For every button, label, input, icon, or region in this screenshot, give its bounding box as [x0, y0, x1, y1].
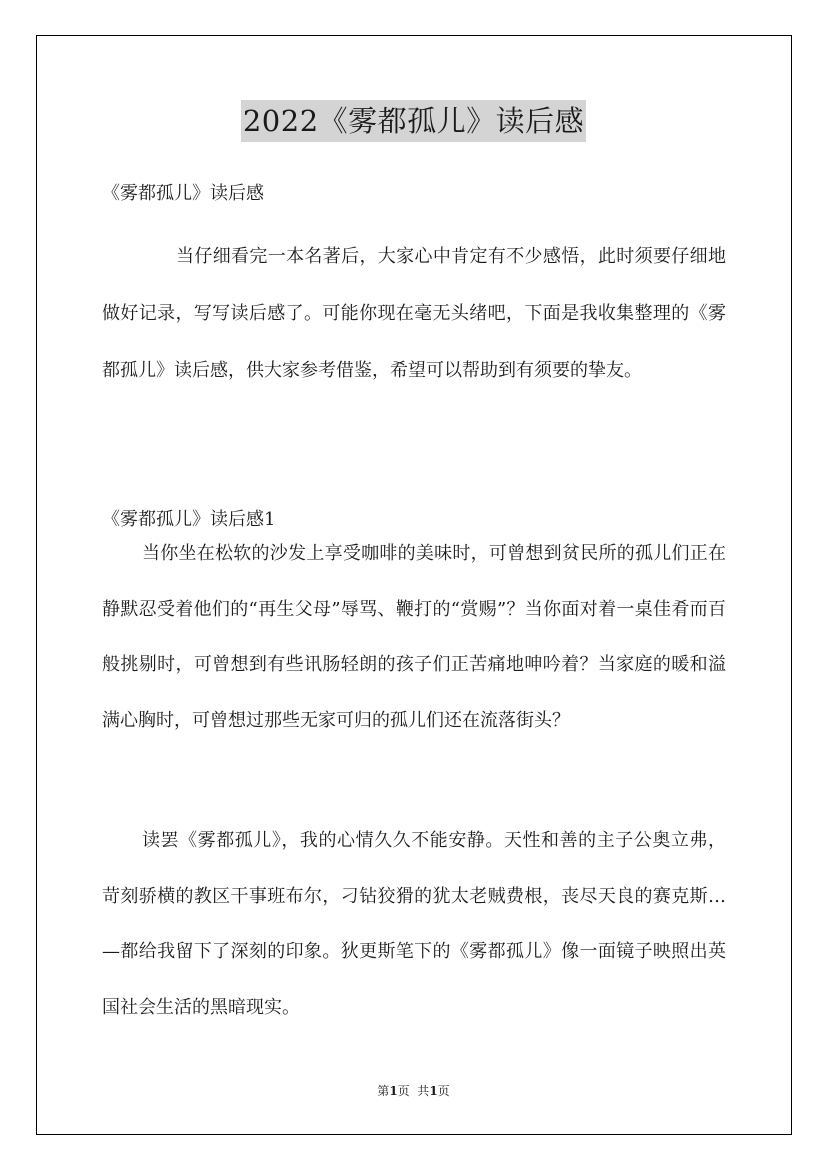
- body-paragraph-2: 读罢《雾都孤儿》，我的心情久久不能安静。天性和善的主子公奥立弗，苛刻骄横的教区干事班布尔，刁钻狡猾的犹太老贼费根，丧尽天良的赛克斯…—都给我留下了深刻的印象。狄更斯笔下的《雾都孤儿》像一面镜子映照出英国社会生活的黑暗现实。: [102, 830, 726, 1018]
- document-subtitle: 《雾都孤儿》读后感: [102, 183, 264, 204]
- document-title: 2022《雾都孤儿》读后感: [241, 100, 586, 142]
- footer-current-page: 1: [389, 1084, 398, 1098]
- intro-paragraph: 当仔细看完一本名著后，大家心中肯定有不少感悟，此时须要仔细地做好记录，写写读后感了。可能你现在毫无头绪吧，下面是我收集整理的《雾都孤儿》读后感，供大家参考借鉴，希望可以帮助到有须要的挚友。: [102, 246, 726, 381]
- footer-total-pages: 1: [429, 1084, 438, 1098]
- footer-middle: 页 共: [397, 1084, 430, 1098]
- section-heading: 《雾都孤儿》读后感1: [102, 509, 276, 530]
- footer-suffix: 页: [437, 1084, 450, 1098]
- footer-prefix: 第: [377, 1084, 390, 1098]
- title-wrapper: [0, 100, 827, 142]
- page-footer: [0, 1083, 827, 1099]
- body-paragraph-1: 当你坐在松软的沙发上享受咖啡的美味时，可曾想到贫民所的孤儿们正在静默忍受着他们的“再生父母”辱骂、鞭打的“赏赐”？当你面对着一桌佳肴而百般挑剔时，可曾想到有些讯肠轻朗的孩子们正苦痛地呻吟着？当家庭的暖和溢满心胸时，可曾想过那些无家可归的孤儿们还在流落街头？: [102, 543, 726, 731]
